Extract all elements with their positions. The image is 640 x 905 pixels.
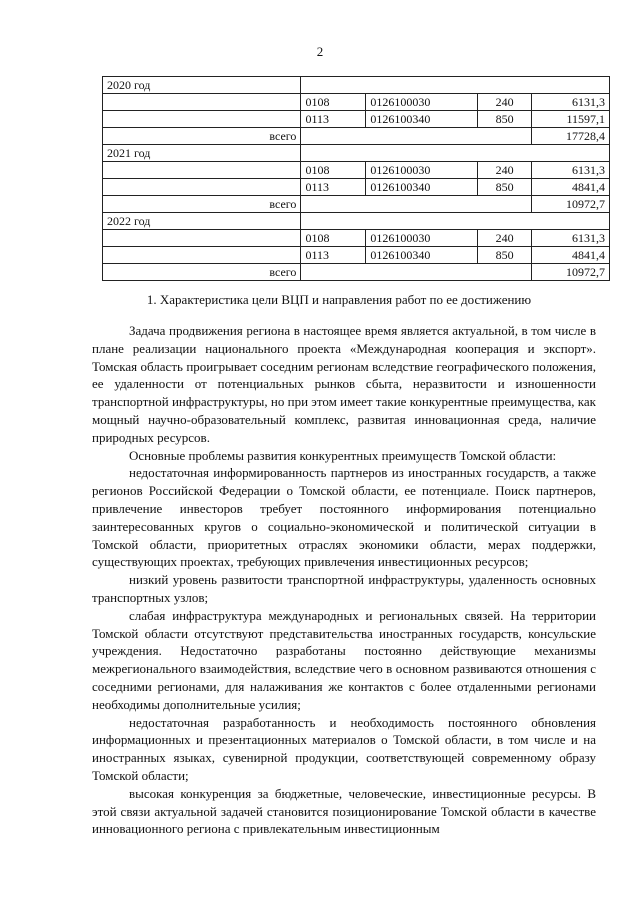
section-title: 1. Характеристика цели ВЦП и направления работ по ее достижению	[146, 292, 532, 307]
table-row	[103, 247, 610, 264]
cell-sum: 6131,3	[532, 94, 610, 111]
total-label: всего	[103, 196, 301, 213]
table-year-row	[103, 213, 610, 230]
cell-sum: 6131,3	[532, 162, 610, 179]
cell-sum: 4841,4	[532, 247, 610, 264]
table-year-row	[103, 77, 610, 94]
cell-expense-type: 240	[478, 230, 532, 247]
cell-expense-type: 240	[478, 94, 532, 111]
cell-section: 0108	[301, 162, 366, 179]
cell-total: 17728,4	[532, 128, 610, 145]
table-row	[103, 94, 610, 111]
body-text	[92, 322, 596, 838]
paragraph: высокая конкуренция за бюджетные, человеческие, инвестиционные ресурсы. В этой связи актуальной задачей становится позиционирование Томской области в качестве инновационного региона с привлекательным инвестиционным	[92, 785, 596, 837]
cell-section: 0113	[301, 179, 366, 196]
year-label: 2021 год	[103, 145, 301, 162]
table-total-row	[103, 196, 610, 213]
budget-table	[102, 76, 610, 281]
cell-expense-type: 850	[478, 247, 532, 264]
paragraph: Задача продвижения региона в настоящее время является актуальной, в том числе в плане реализации национального проекта «Международная кооперация и экспорт». Томская область проигрывает соседним регионам вследствие географического положения, ее удаленности от потенциальных рынков сбыта, неразвитости и изношенности транспортной инфраструктуры, но при этом имеет такие конкурентные преимущества, как мощный научно-образовательный комплекс, развитая инновационная среда, наличие природных ресурсов.	[92, 323, 596, 445]
paragraph: слабая инфраструктура международных и региональных связей. На территории Томской области отсутствуют представительства иностранных государств, консульские учреждения. Недостаточно разработаны постоянно действующие механизмы межрегионального взаимодействия, вследствие чего в основном развиваются отношения с соседними регионами, для налаживания же контактов с более отдаленными регионами необходимы дополнительные усилия;	[92, 607, 596, 712]
total-label: всего	[103, 128, 301, 145]
table-row	[103, 111, 610, 128]
cell-sum: 4841,4	[532, 179, 610, 196]
table-row	[103, 162, 610, 179]
cell-expense-type: 850	[478, 111, 532, 128]
cell-sum: 11597,1	[532, 111, 610, 128]
table-total-row	[103, 264, 610, 281]
year-label: 2022 год	[103, 213, 301, 230]
table-row	[103, 179, 610, 196]
cell-section: 0108	[301, 94, 366, 111]
table-year-row	[103, 145, 610, 162]
cell-section: 0108	[301, 230, 366, 247]
cell-target-article: 0126100340	[366, 247, 478, 264]
cell-section: 0113	[301, 111, 366, 128]
year-label: 2020 год	[103, 77, 301, 94]
paragraph: Основные проблемы развития конкурентных преимуществ Томской области:	[129, 447, 557, 463]
paragraph: недостаточная разработанность и необходимость постоянного обновления информационных и презентационных материалов о Томской области, в том числе и на иностранных языках, сувенирной продукции, соответствующей современному образу Томской области;	[92, 714, 596, 783]
cell-total: 10972,7	[532, 196, 610, 213]
cell-expense-type: 240	[478, 162, 532, 179]
cell-target-article: 0126100030	[366, 230, 478, 247]
cell-sum: 6131,3	[532, 230, 610, 247]
cell-target-article: 0126100340	[366, 179, 478, 196]
paragraph: низкий уровень развитости транспортной инфраструктуры, удаленность основных транспортных узлов;	[92, 572, 596, 605]
paragraph: недостаточная информированность партнеров из иностранных государств, а также регионов Российской Федерации о Томской области, ее потенциале. Поиск партнеров, привлечение инвесторов требует постоянного информирования потенциально заинтересованных кругов о социально-экономической и политической ситуации в Томской области, приоритетных отраслях экономики области, мерах поддержки, существующих проектах, требующих привлечения инвестиционных ресурсов;	[92, 465, 596, 570]
table-total-row	[103, 128, 610, 145]
cell-target-article: 0126100340	[366, 111, 478, 128]
page-number: 2	[316, 44, 324, 59]
total-label: всего	[103, 264, 301, 281]
cell-section: 0113	[301, 247, 366, 264]
cell-expense-type: 850	[478, 179, 532, 196]
table-row	[103, 230, 610, 247]
cell-total: 10972,7	[532, 264, 610, 281]
cell-target-article: 0126100030	[366, 94, 478, 111]
cell-target-article: 0126100030	[366, 162, 478, 179]
